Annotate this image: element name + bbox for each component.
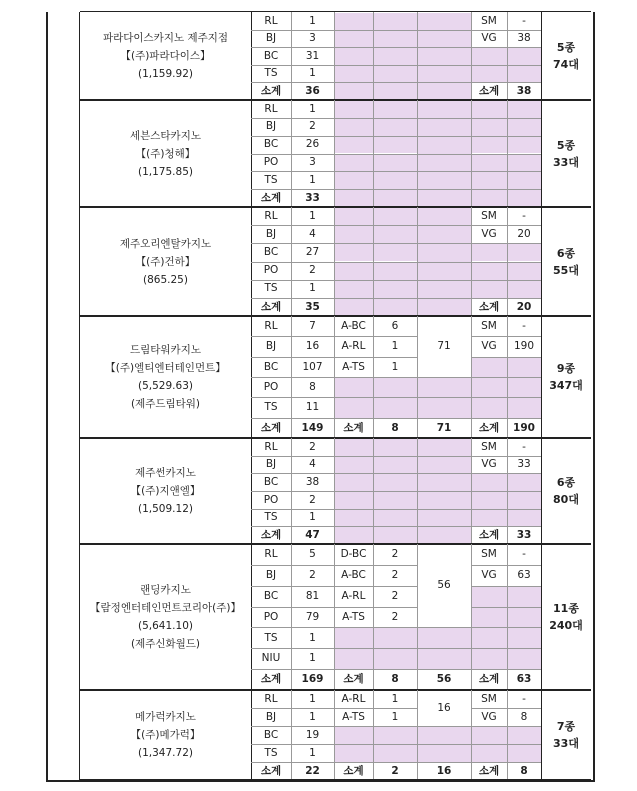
row-divider — [471, 357, 541, 358]
casino-block — [80, 544, 591, 690]
casino-area: (1,347.72) — [138, 747, 193, 759]
empty-cell — [418, 439, 471, 526]
casino-total-cell — [541, 316, 591, 438]
etg-count: 2 — [391, 569, 399, 582]
machine-count: - — [522, 14, 526, 27]
table-count: 7 — [309, 319, 316, 332]
table-count: 2 — [309, 264, 316, 277]
subtotal-label: 소계 — [260, 673, 282, 686]
empty-cell — [335, 208, 417, 225]
empty-cell — [335, 745, 417, 762]
total-units: 55대 — [553, 263, 579, 277]
row-divider — [471, 377, 541, 378]
row-divider — [417, 509, 471, 510]
table-count: 1 — [309, 67, 316, 80]
casino-name-cell — [80, 100, 251, 207]
table-count: 16 — [305, 340, 320, 353]
casino-name-cell — [80, 12, 251, 100]
table-count: 1 — [309, 209, 316, 222]
row-divider — [471, 189, 541, 190]
game-code: BJ — [265, 340, 277, 353]
empty-cell — [335, 83, 471, 100]
column-divider — [417, 12, 418, 100]
machine-count: 8 — [520, 710, 528, 723]
table-count: 1 — [309, 710, 316, 723]
etg-code: A-RL — [341, 692, 366, 705]
table-count: 1 — [309, 102, 316, 115]
table-count: 1 — [309, 14, 316, 27]
machine-subtotal-count: 38 — [516, 84, 532, 97]
empty-cell — [335, 66, 417, 83]
game-code: TS — [264, 746, 278, 759]
empty-cell — [335, 281, 417, 298]
etg-count: 1 — [391, 340, 399, 353]
empty-cell — [335, 299, 471, 316]
casino-name: 메가럭카지노 — [135, 711, 196, 723]
game-code: TS — [264, 631, 278, 644]
column-divider — [334, 12, 335, 100]
casino-area: (5,641.10) — [138, 620, 193, 632]
row-divider — [417, 491, 471, 492]
table-count: 11 — [305, 401, 320, 414]
etg-code: D-BC — [340, 548, 367, 561]
empty-cell — [418, 208, 471, 298]
casino-name: 제주오리엔탈카지노 — [119, 237, 212, 250]
row-divider — [471, 262, 541, 263]
table-count: 2 — [309, 120, 316, 133]
casino-area: (1,509.12) — [138, 503, 193, 515]
row-divider — [417, 280, 471, 281]
empty-cell — [335, 190, 471, 207]
column-divider — [373, 12, 374, 100]
etg-count: 2 — [391, 610, 399, 623]
empty-cell — [335, 398, 417, 417]
total-kinds: 5종 — [556, 138, 576, 152]
machine-count: 190 — [513, 340, 535, 353]
game-code: BC — [263, 246, 279, 259]
total-kinds: 9종 — [556, 362, 576, 375]
machine-count: 38 — [517, 32, 531, 45]
row-divider — [417, 225, 471, 226]
row-divider — [471, 118, 541, 119]
machine-count: 33 — [517, 458, 531, 471]
etg-machine-count: 71 — [437, 340, 451, 353]
row-divider — [417, 627, 471, 628]
game-code: BC — [263, 49, 279, 62]
empty-cell — [335, 727, 417, 744]
machine-code: SM — [481, 440, 497, 453]
total-units: 240대 — [549, 619, 583, 632]
row-divider — [417, 136, 471, 137]
row-divider — [417, 189, 471, 190]
table-count: 8 — [309, 380, 316, 393]
game-code: PO — [263, 264, 279, 277]
row-divider — [471, 607, 541, 608]
subtotal-count: 35 — [305, 300, 320, 313]
table-count: 5 — [309, 548, 316, 561]
casino-name-cell — [80, 316, 251, 438]
table-count: 79 — [305, 610, 320, 623]
casino-company: 【(주)파라다이스】 — [120, 50, 211, 62]
subtotal-count: 169 — [301, 673, 324, 686]
machine-subtotal-count: 63 — [516, 673, 532, 686]
game-code: TS — [264, 282, 278, 295]
etg-machine-subtotal: 16 — [436, 764, 452, 777]
game-code: BC — [263, 475, 279, 488]
etg-machine-subtotal: 56 — [436, 673, 452, 686]
game-code: NIU — [261, 652, 281, 665]
total-units: 33대 — [553, 737, 579, 750]
game-code: RL — [264, 548, 278, 561]
table-count: 1 — [309, 282, 316, 295]
casino-total-cell — [541, 12, 591, 100]
row-divider — [471, 627, 541, 628]
empty-cell — [335, 31, 417, 48]
game-code: PO — [263, 610, 279, 623]
subtotal-label: 소계 — [260, 764, 282, 777]
casino-company: 【(주)메가럭】 — [130, 729, 201, 741]
total-kinds: 7종 — [556, 720, 576, 733]
machine-subtotal-label: 소계 — [478, 673, 500, 686]
casino-note: (제주신화월드) — [130, 638, 201, 650]
total-units: 33대 — [553, 155, 579, 169]
table-count: 107 — [302, 360, 323, 373]
casino-name: 제주썬카지노 — [135, 467, 196, 479]
row-divider — [417, 726, 471, 727]
machine-count: - — [522, 692, 526, 705]
game-code: BC — [263, 360, 279, 373]
casino-company: 【람정엔터테인먼트코리아(주)】 — [90, 602, 241, 614]
game-code: TS — [264, 401, 278, 414]
row-divider — [417, 397, 471, 398]
table-count: 27 — [305, 246, 320, 259]
empty-cell — [335, 492, 417, 509]
etg-subtotal-count: 8 — [391, 673, 399, 686]
total-kinds: 6종 — [556, 476, 576, 489]
table-count: 3 — [309, 32, 316, 45]
etg-machine-count: 56 — [437, 579, 451, 592]
table-count: 1 — [309, 652, 316, 665]
empty-cell — [335, 628, 417, 648]
game-code: BC — [263, 589, 279, 602]
subtotal-label: 소계 — [260, 300, 282, 313]
empty-cell — [335, 510, 417, 527]
row-divider — [471, 154, 541, 155]
row-divider — [417, 82, 471, 83]
etg-count: 6 — [391, 319, 399, 332]
row-divider — [417, 30, 471, 31]
game-code: RL — [264, 692, 278, 705]
row-divider — [417, 473, 471, 474]
etg-machine-count: 16 — [437, 701, 451, 714]
etg-code: A-BC — [341, 319, 366, 332]
empty-cell — [335, 119, 417, 136]
game-code: BC — [263, 138, 279, 151]
row-divider — [471, 65, 541, 66]
row-divider — [471, 586, 541, 587]
row-divider — [417, 526, 471, 527]
machine-count: - — [522, 548, 526, 561]
casino-block — [80, 316, 591, 438]
casino-company: 【(주)엘티엔터테인먼트】 — [105, 362, 226, 374]
table-count: 4 — [309, 458, 316, 471]
empty-cell — [335, 101, 417, 118]
machine-code: SM — [481, 319, 497, 332]
game-code: BJ — [265, 710, 277, 723]
empty-cell — [335, 13, 417, 30]
empty-cell — [335, 226, 417, 243]
machine-code: SM — [481, 692, 497, 705]
table-count: 4 — [309, 227, 316, 240]
casino-area: (865.25) — [143, 273, 188, 286]
game-code: BJ — [265, 458, 277, 471]
game-code: BJ — [265, 569, 277, 582]
casino-total-cell — [541, 207, 591, 316]
game-code: BJ — [265, 120, 277, 133]
empty-cell — [335, 527, 471, 544]
total-kinds: 11종 — [553, 602, 579, 615]
game-code: BC — [263, 728, 279, 741]
table-count: 19 — [305, 728, 320, 741]
casino-area: (1,159.92) — [138, 68, 193, 80]
row-divider — [417, 171, 471, 172]
etg-subtotal-label: 소계 — [343, 673, 364, 686]
etg-count: 1 — [391, 360, 399, 373]
machine-count: 20 — [517, 227, 531, 240]
empty-cell — [335, 48, 417, 65]
machine-count: - — [522, 440, 526, 453]
row-divider — [417, 456, 471, 457]
subtotal-count: 149 — [301, 421, 324, 434]
game-code: RL — [264, 440, 278, 453]
row-divider — [417, 298, 471, 299]
row-divider — [417, 118, 471, 119]
machine-subtotal-count: 8 — [520, 764, 528, 777]
row-divider — [417, 47, 471, 48]
machine-code: SM — [481, 209, 497, 222]
etg-subtotal-count: 8 — [391, 421, 399, 434]
table-count: 81 — [305, 589, 320, 602]
casino-total-cell — [541, 100, 591, 207]
table-count: 1 — [309, 511, 316, 524]
etg-code: A-TS — [342, 710, 365, 723]
table-count: 38 — [305, 475, 320, 488]
subtotal-label: 소계 — [260, 191, 282, 204]
row-divider — [417, 377, 471, 378]
machine-code: VG — [481, 458, 497, 471]
table-count: 26 — [305, 138, 320, 151]
empty-cell — [335, 378, 417, 397]
casino-area: (5,529.63) — [138, 380, 193, 392]
game-code: RL — [264, 102, 278, 115]
row-divider — [471, 136, 541, 137]
row-divider — [471, 243, 541, 244]
subtotal-label: 소계 — [260, 84, 282, 97]
total-units: 347대 — [549, 379, 583, 392]
machine-subtotal-label: 소계 — [478, 84, 500, 97]
casino-total-cell — [541, 544, 591, 690]
row-divider — [471, 397, 541, 398]
machine-subtotal-count: 190 — [513, 421, 535, 434]
subtotal-count: 33 — [305, 191, 320, 204]
empty-cell — [335, 263, 417, 280]
casino-separator — [80, 779, 591, 781]
machine-code: VG — [481, 340, 497, 353]
row-divider — [417, 262, 471, 263]
casino-company: 【(주)청해】 — [135, 147, 196, 160]
table-top-border — [80, 11, 591, 12]
row-divider — [417, 65, 471, 66]
etg-count: 2 — [391, 589, 399, 602]
row-divider — [471, 744, 541, 745]
casino-name-cell — [80, 544, 251, 690]
casino-name-cell — [80, 690, 251, 780]
game-code: BJ — [265, 227, 277, 240]
row-divider — [471, 726, 541, 727]
subtotal-label: 소계 — [260, 421, 282, 434]
table-count: 1 — [309, 631, 316, 644]
game-code: RL — [264, 14, 278, 27]
etg-count: 2 — [391, 548, 399, 561]
row-divider — [471, 509, 541, 510]
casino-name: 세븐스타카지노 — [129, 129, 201, 142]
casino-block — [80, 100, 591, 207]
machine-subtotal-label: 소계 — [478, 421, 500, 434]
etg-subtotal-label: 소계 — [343, 764, 364, 777]
casino-name: 드림타워카지노 — [129, 344, 201, 356]
empty-cell — [335, 474, 417, 491]
etg-code: A-BC — [341, 569, 366, 582]
casino-block — [80, 12, 591, 100]
machine-subtotal-count: 33 — [516, 528, 532, 541]
machine-code: VG — [481, 32, 497, 45]
total-kinds: 6종 — [556, 246, 576, 260]
etg-count: 1 — [391, 692, 399, 705]
table-count: 3 — [309, 156, 316, 169]
game-code: TS — [264, 67, 278, 80]
empty-cell — [335, 244, 417, 261]
machine-count: - — [522, 319, 526, 332]
empty-cell — [335, 439, 417, 456]
etg-count: 1 — [391, 710, 399, 723]
etg-machine-subtotal: 71 — [436, 421, 452, 434]
subtotal-count: 47 — [305, 528, 320, 541]
machine-code: VG — [481, 569, 497, 582]
empty-cell — [418, 101, 471, 189]
game-code: BJ — [265, 32, 277, 45]
total-units: 80대 — [553, 493, 579, 506]
row-divider — [471, 280, 541, 281]
casino-block — [80, 438, 591, 544]
casino-name: 랜딩카지노 — [140, 584, 191, 596]
empty-cell — [335, 457, 417, 474]
game-code: RL — [264, 209, 278, 222]
empty-cell — [335, 649, 417, 669]
machine-count: - — [522, 209, 526, 222]
row-divider — [471, 47, 541, 48]
table-count: 1 — [309, 692, 316, 705]
subtotal-count: 36 — [305, 84, 320, 97]
game-code: PO — [263, 493, 279, 506]
casino-name-cell — [80, 438, 251, 544]
casino-area: (1,175.85) — [138, 165, 193, 178]
row-divider — [471, 648, 541, 649]
row-divider — [471, 491, 541, 492]
etg-code: A-RL — [341, 340, 366, 353]
table-count: 1 — [309, 173, 316, 186]
row-divider — [417, 648, 471, 649]
casino-block — [80, 690, 591, 780]
total-units: 74대 — [553, 58, 579, 71]
table-count: 2 — [309, 493, 316, 506]
machine-code: VG — [481, 710, 497, 723]
game-code: PO — [263, 380, 279, 393]
game-code: TS — [264, 173, 278, 186]
table-count: 31 — [305, 49, 320, 62]
etg-code: A-RL — [341, 589, 366, 602]
empty-cell — [335, 155, 417, 172]
row-divider — [417, 154, 471, 155]
table-count: 1 — [309, 746, 316, 759]
casino-company: 【(주)건하】 — [135, 255, 196, 268]
casino-note: (제주드림타워) — [130, 398, 201, 410]
subtotal-label: 소계 — [260, 528, 282, 541]
casino-company: 【(주)지앤엘】 — [130, 485, 201, 497]
casino-total-cell — [541, 690, 591, 780]
etg-code: A-TS — [342, 610, 365, 623]
game-code: PO — [263, 156, 279, 169]
game-code: TS — [264, 511, 278, 524]
row-divider — [417, 243, 471, 244]
row-divider — [471, 473, 541, 474]
machine-subtotal-label: 소계 — [478, 528, 500, 541]
casino-total-cell — [541, 438, 591, 544]
machine-code: SM — [481, 14, 497, 27]
machine-subtotal-label: 소계 — [478, 300, 500, 313]
row-divider — [471, 171, 541, 172]
machine-subtotal-count: 20 — [516, 300, 532, 313]
casino-block — [80, 207, 591, 316]
machine-code: SM — [481, 548, 497, 561]
machine-subtotal-label: 소계 — [478, 764, 500, 777]
game-code: RL — [264, 319, 278, 332]
table-count: 2 — [309, 440, 316, 453]
etg-subtotal-label: 소계 — [343, 421, 364, 434]
subtotal-count: 22 — [305, 764, 320, 777]
row-divider — [417, 744, 471, 745]
casino-name: 파라다이스카지노 제주지점 — [102, 32, 229, 44]
empty-cell — [335, 137, 417, 154]
casino-name-cell — [80, 207, 251, 316]
machine-code: VG — [481, 227, 497, 240]
etg-code: A-TS — [342, 360, 365, 373]
etg-subtotal-count: 2 — [391, 764, 399, 777]
empty-cell — [335, 172, 417, 189]
machine-count: 63 — [517, 569, 531, 582]
total-kinds: 5종 — [556, 41, 576, 54]
table-count: 2 — [309, 569, 316, 582]
